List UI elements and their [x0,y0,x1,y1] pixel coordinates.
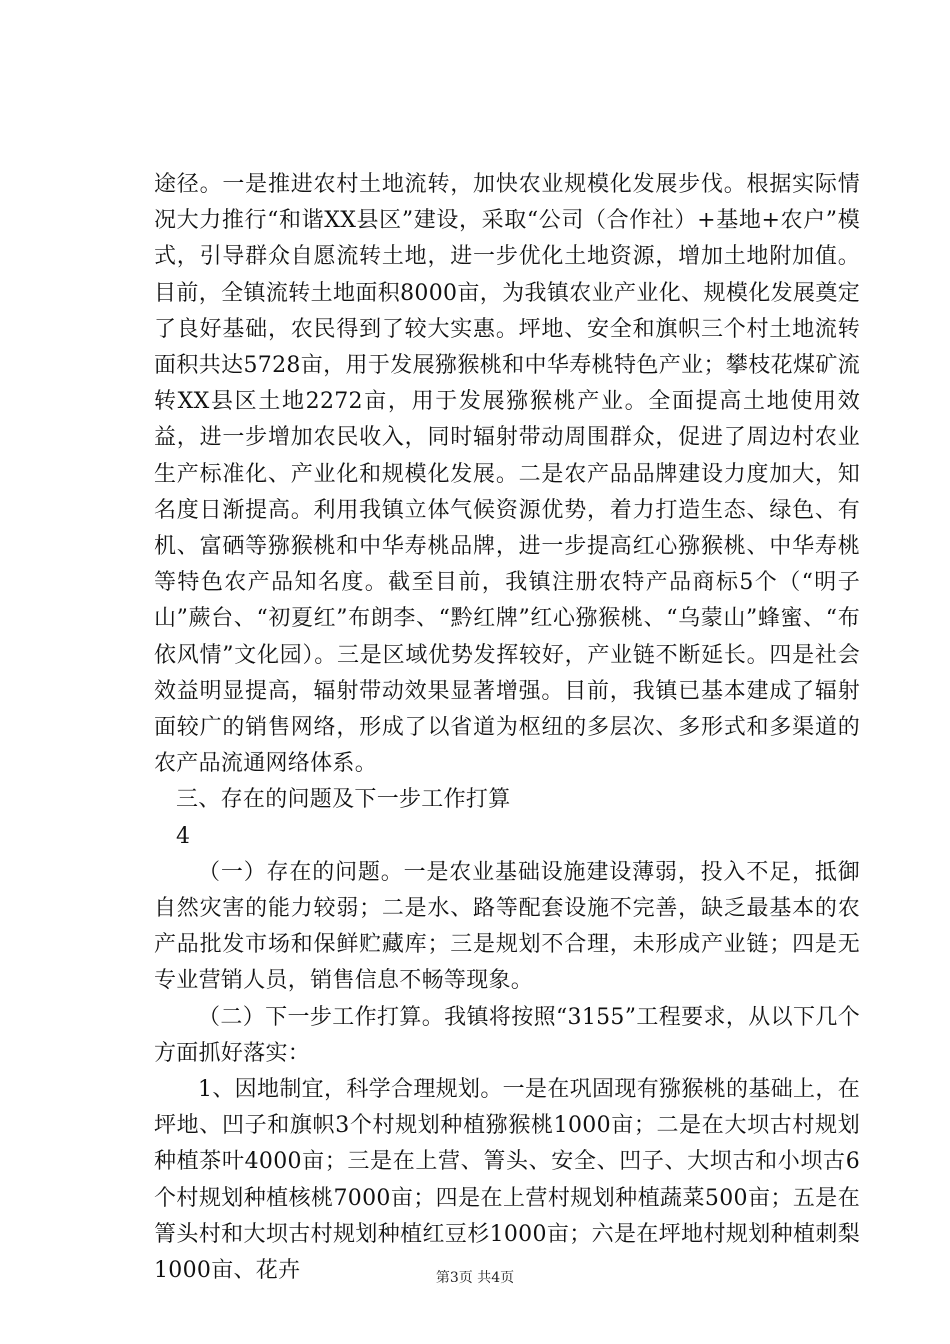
paragraph-planning: 1、因地制宜，科学合理规划。一是在巩固现有猕猴桃的基础上，在坪地、凹子和旗帜3个村规划种植猕猴桃1000亩；二是在大坝古村规划种植茶叶4000亩；三是在上营、箐头、安全、凹子、大坝古和小坝古6个村规划种植核桃7000亩；四是在上营村规划种植蔬菜500亩；五是在箐头村和大坝古村规划种植红豆杉1000亩；六是在坪地村规划种植刺梨1000亩、花卉 [154,1077,860,1284]
paragraph-body-continued: 途径。一是推进农村土地流转，加快农业规模化发展步伐。根据实际情况大力推行“和谐XX县区”建设，采取“公司（合作社）+基地+农户”模式，引导群众自愿流转土地，进一步优化土地资源，增加土地附加值。目前，全镇流转土地面积8000亩，为我镇农业产业化、规模化发展奠定了良好基础，农民得到了较大实惠。坪地、安全和旗帜三个村土地流转面积共达5728亩，用于发展猕猴桃和中华寿桃特色产业；攀枝花煤矿流转XX县区土地2272亩，用于发展猕猴桃产业。全面提高土地使用效益，进一步增加农民收入，同时辐射带动周围群众，促进了周边村农业生产标准化、产业化和规模化发展。二是农产品品牌建设力度加大，知名度日渐提高。利用我镇立体气候资源优势，着力打造生态、绿色、有机、富硒等猕猴桃和中华寿桃品牌，进一步提高红心猕猴桃、中华寿桃等特色农产品知名度。截至目前，我镇注册农特产品商标5个（“明子山”蕨台、“初夏红”布朗李、“黔红牌”红心猕猴桃、“乌蒙山”蜂蜜、“布依风情”文化园）。三是区域优势发挥较好，产业链不断延长。四是社会效益明显提高，辐射带动效果显著增强。目前，我镇已基本建成了辐射面较广的销售网络，形成了以省道为枢纽的多层次、多形式和多渠道的农产品流通网络体系。 [154,172,860,777]
paragraph-problems: （一）存在的问题。一是农业基础设施建设薄弱，投入不足，抵御自然灾害的能力较弱；二是水、路等配套设施不完善，缺乏最基本的农产品批发市场和保鲜贮藏库；三是规划不合理，未形成产业链；四是无专业营销人员，销售信息不畅等现象。 [154,859,860,994]
paragraph-next-steps: （二）下一步工作打算。我镇将按照“3155”工程要求，从以下几个方面抓好落实： [154,1004,860,1066]
document-body [154,167,860,1289]
section-heading: 三、存在的问题及下一步工作打算 [176,787,511,813]
page-footer: 第3页 共4页 [435,1270,515,1286]
stray-number: 4 [176,823,191,849]
